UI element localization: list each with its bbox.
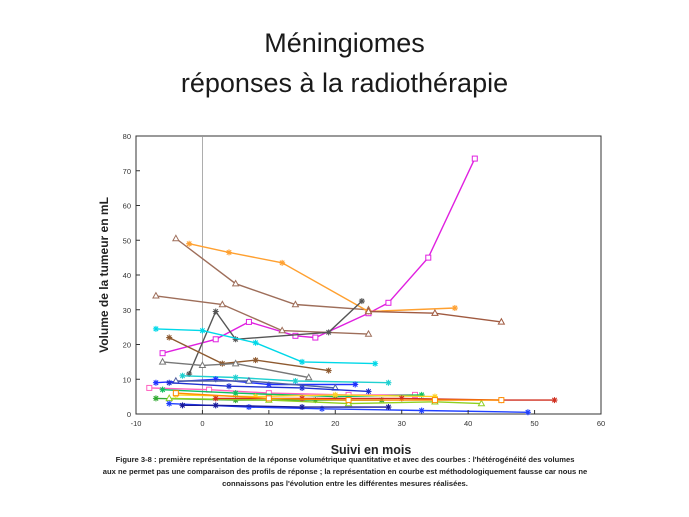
data-point — [299, 385, 305, 391]
data-point — [525, 409, 531, 415]
series-line — [176, 239, 369, 310]
data-point — [253, 357, 259, 363]
data-point — [153, 293, 159, 298]
data-point — [332, 392, 338, 398]
data-point — [366, 388, 372, 394]
data-point — [173, 235, 179, 240]
x-tick-label: 40 — [463, 419, 473, 428]
x-tick-label: 0 — [200, 419, 205, 428]
figure-caption — [60, 454, 630, 490]
y-axis-label: Volume de la tumeur en mL — [97, 197, 111, 353]
data-point — [359, 298, 365, 304]
data-point — [299, 359, 305, 365]
data-point — [160, 351, 165, 356]
data-point — [226, 383, 232, 389]
data-point — [246, 404, 252, 410]
data-point — [313, 335, 318, 340]
data-point — [166, 335, 172, 341]
data-point — [147, 385, 152, 390]
data-point — [352, 381, 358, 387]
data-point — [279, 260, 285, 266]
y-tick-label: 50 — [122, 236, 131, 246]
data-point — [552, 397, 558, 403]
x-tick-label: -10 — [130, 419, 142, 428]
y-tick-label: 20 — [122, 340, 131, 350]
series-layer — [147, 156, 558, 415]
data-point — [292, 378, 298, 384]
data-point — [326, 368, 332, 374]
data-point — [160, 387, 166, 393]
data-point — [166, 380, 172, 386]
data-point — [299, 395, 305, 401]
data-point — [432, 398, 437, 403]
data-point — [233, 390, 239, 396]
y-tick-label: 80 — [122, 132, 131, 141]
data-point — [426, 255, 431, 260]
data-point — [160, 359, 166, 364]
data-point — [173, 391, 178, 396]
y-tick-label: 30 — [122, 305, 131, 315]
data-point — [213, 308, 219, 314]
data-point — [372, 361, 378, 367]
data-point — [153, 395, 159, 401]
data-point — [180, 402, 186, 408]
data-point — [253, 340, 259, 346]
caption-line-2: aux ne permet pas une comparaison des profils de réponse ; la représentation en courbe est méthodologiquement fausse car nous ne — [102, 467, 588, 476]
data-point — [233, 375, 239, 381]
data-point — [180, 373, 186, 379]
caption-line-3: connaissons pas l'évolution entre les différentes mesures réalisées. — [222, 479, 468, 488]
series-1 — [160, 156, 477, 356]
slide-title-line1: Méningiomes — [264, 28, 425, 58]
data-point — [499, 398, 504, 403]
x-tick-label: 50 — [530, 419, 539, 428]
data-point — [213, 395, 219, 401]
data-point — [419, 408, 425, 414]
y-tick-label: 0 — [126, 410, 131, 419]
x-axis-label: Suivi en mois — [330, 443, 412, 457]
data-point — [186, 241, 192, 247]
x-tick-label: 60 — [596, 419, 606, 428]
y-tick-label: 40 — [122, 271, 131, 280]
data-point — [226, 249, 232, 255]
data-point — [472, 156, 477, 161]
y-tick-label: 70 — [122, 166, 131, 176]
data-point — [246, 319, 251, 324]
data-point — [153, 326, 159, 332]
data-point — [199, 328, 205, 334]
x-tick-label: 20 — [331, 419, 340, 428]
plot-frame — [136, 136, 601, 414]
data-point — [385, 404, 391, 410]
plot-area-border — [136, 136, 601, 414]
y-tick-label: 10 — [122, 375, 131, 385]
data-point — [153, 380, 159, 386]
caption-line-1: Figure 3-8 : première représentation de la réponse volumétrique quantitative et avec des courbes : l'hétérogénéité des volumes — [115, 455, 575, 464]
data-point — [299, 404, 305, 410]
x-tick-label: 10 — [264, 419, 274, 428]
y-tick-label: 60 — [122, 201, 131, 211]
data-point — [346, 398, 351, 403]
data-point — [166, 401, 172, 407]
data-point — [266, 396, 271, 401]
slide-title-line2: réponses à la radiothérapie — [180, 68, 509, 98]
data-point — [213, 337, 218, 342]
data-point — [452, 305, 458, 311]
data-point — [386, 300, 391, 305]
x-tick-label: 30 — [397, 419, 406, 428]
data-point — [326, 329, 332, 335]
data-point — [385, 380, 391, 386]
data-point — [213, 402, 219, 408]
